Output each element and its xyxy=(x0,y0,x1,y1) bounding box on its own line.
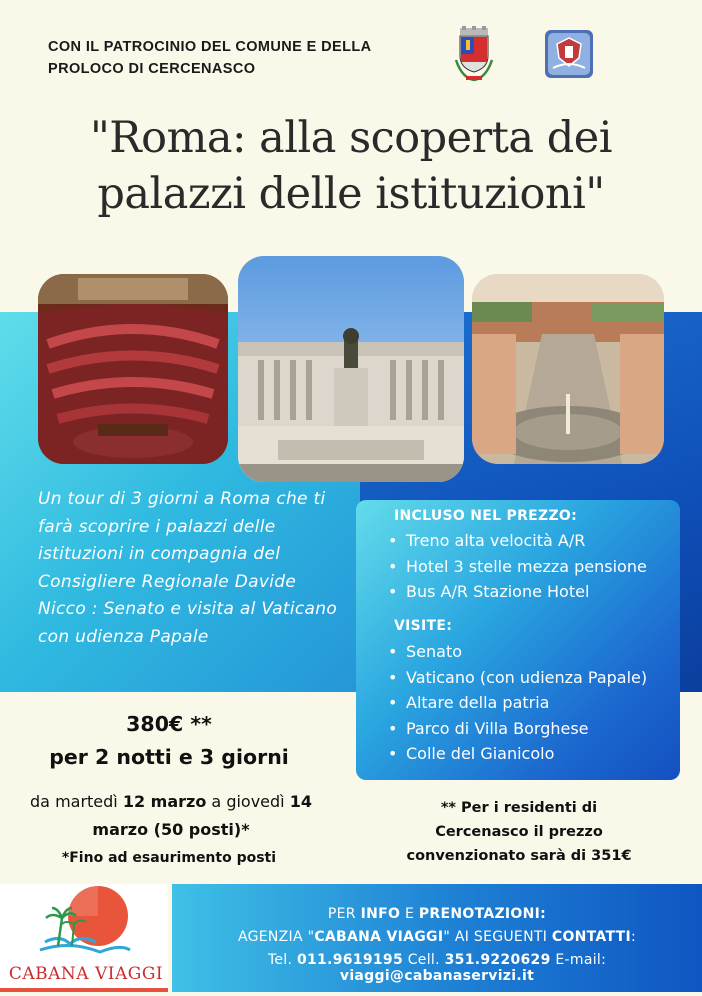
patronage-line-2: PROLOCO DI CERCENASCO xyxy=(48,61,256,77)
visits-list xyxy=(388,639,647,767)
page-title xyxy=(20,110,682,222)
email-link[interactable]: viaggi@cabanaservizi.it xyxy=(339,968,535,984)
cell-label: Cell. xyxy=(402,952,445,968)
list-item: • Altare della patria xyxy=(388,690,647,716)
footer-text-bold: PRENOTAZIONI: xyxy=(418,906,547,922)
footer-agency-line xyxy=(172,929,702,945)
dates-middle: a giovedì xyxy=(206,792,290,811)
residents-line-2: Cercenasco il prezzo xyxy=(435,824,603,840)
footer-text-bold: CABANA VIAGGI xyxy=(314,929,444,945)
email-label: E-mail: xyxy=(550,952,607,968)
price-duration: per 2 notti e 3 giorni xyxy=(49,745,289,769)
footer-text: E xyxy=(400,906,419,922)
phone-number[interactable]: 011.9619195 xyxy=(296,952,403,968)
intro-description: Un tour di 3 giorni a Roma che ti farà scoprire i palazzi delle istituzioni in compagnia del Consigliere Regionale Davide Nicco : Senato e visita al Vaticano con udienza Papale xyxy=(38,489,338,647)
patronage-line-1: CON IL PATROCINIO DEL COMUNE E DELLA xyxy=(48,39,372,55)
title-line-1: "Roma: alla scoperta dei xyxy=(90,113,612,163)
vatican-square-photo xyxy=(472,274,664,464)
footer-text: " AI SEGUENTI xyxy=(443,929,552,945)
list-item: • Treno alta velocità A/R xyxy=(388,528,647,554)
cabana-logo-text: CABANA VIAGGI xyxy=(8,964,164,984)
included-list xyxy=(388,528,647,605)
list-item: • Senato xyxy=(388,639,647,665)
list-item: • Parco di Villa Borghese xyxy=(388,716,647,742)
footer-info-line xyxy=(172,906,702,922)
footer-text: : xyxy=(631,929,637,945)
residents-line-3: convenzionato sarà di 351€ xyxy=(406,848,632,864)
visits-heading: VISITE: xyxy=(394,618,453,634)
availability-note: *Fino ad esaurimento posti xyxy=(61,850,277,866)
dates-prefix: da martedì xyxy=(30,792,123,811)
senate-hall-photo xyxy=(38,274,228,464)
vittoriano-monument-photo xyxy=(238,256,464,482)
residents-line-1: ** Per i residenti di xyxy=(440,800,598,816)
list-item: • Bus A/R Stazione Hotel xyxy=(388,579,647,605)
municipal-crest-icon xyxy=(452,26,496,84)
price-block xyxy=(0,708,338,774)
footer-text-bold: CONTATTI xyxy=(551,929,632,945)
footer-text: AGENZIA " xyxy=(237,929,315,945)
info-card xyxy=(356,500,680,780)
price-amount: 380€ ** xyxy=(126,712,212,736)
residents-note xyxy=(358,796,680,868)
contact-footer xyxy=(172,884,702,992)
travel-dates xyxy=(6,788,336,844)
list-item: • Hotel 3 stelle mezza pensione xyxy=(388,554,647,580)
dates-start: 12 marzo xyxy=(122,792,207,811)
patronage-text xyxy=(48,36,428,80)
dates-end: 14 marzo (50 posti)* xyxy=(92,792,312,839)
title-line-2: palazzi delle istituzioni" xyxy=(97,169,605,219)
list-item: • Colle del Gianicolo xyxy=(388,741,647,767)
tel-label: Tel. xyxy=(267,952,297,968)
list-item: • Vaticano (con udienza Papale) xyxy=(388,665,647,691)
proloco-logo-icon xyxy=(545,30,593,78)
footer-text: PER xyxy=(327,906,361,922)
cell-number[interactable]: 351.9220629 xyxy=(444,952,551,968)
included-heading: INCLUSO NEL PREZZO: xyxy=(394,508,578,524)
footer-contacts-line xyxy=(172,952,702,984)
footer-text-bold: INFO xyxy=(360,906,401,922)
